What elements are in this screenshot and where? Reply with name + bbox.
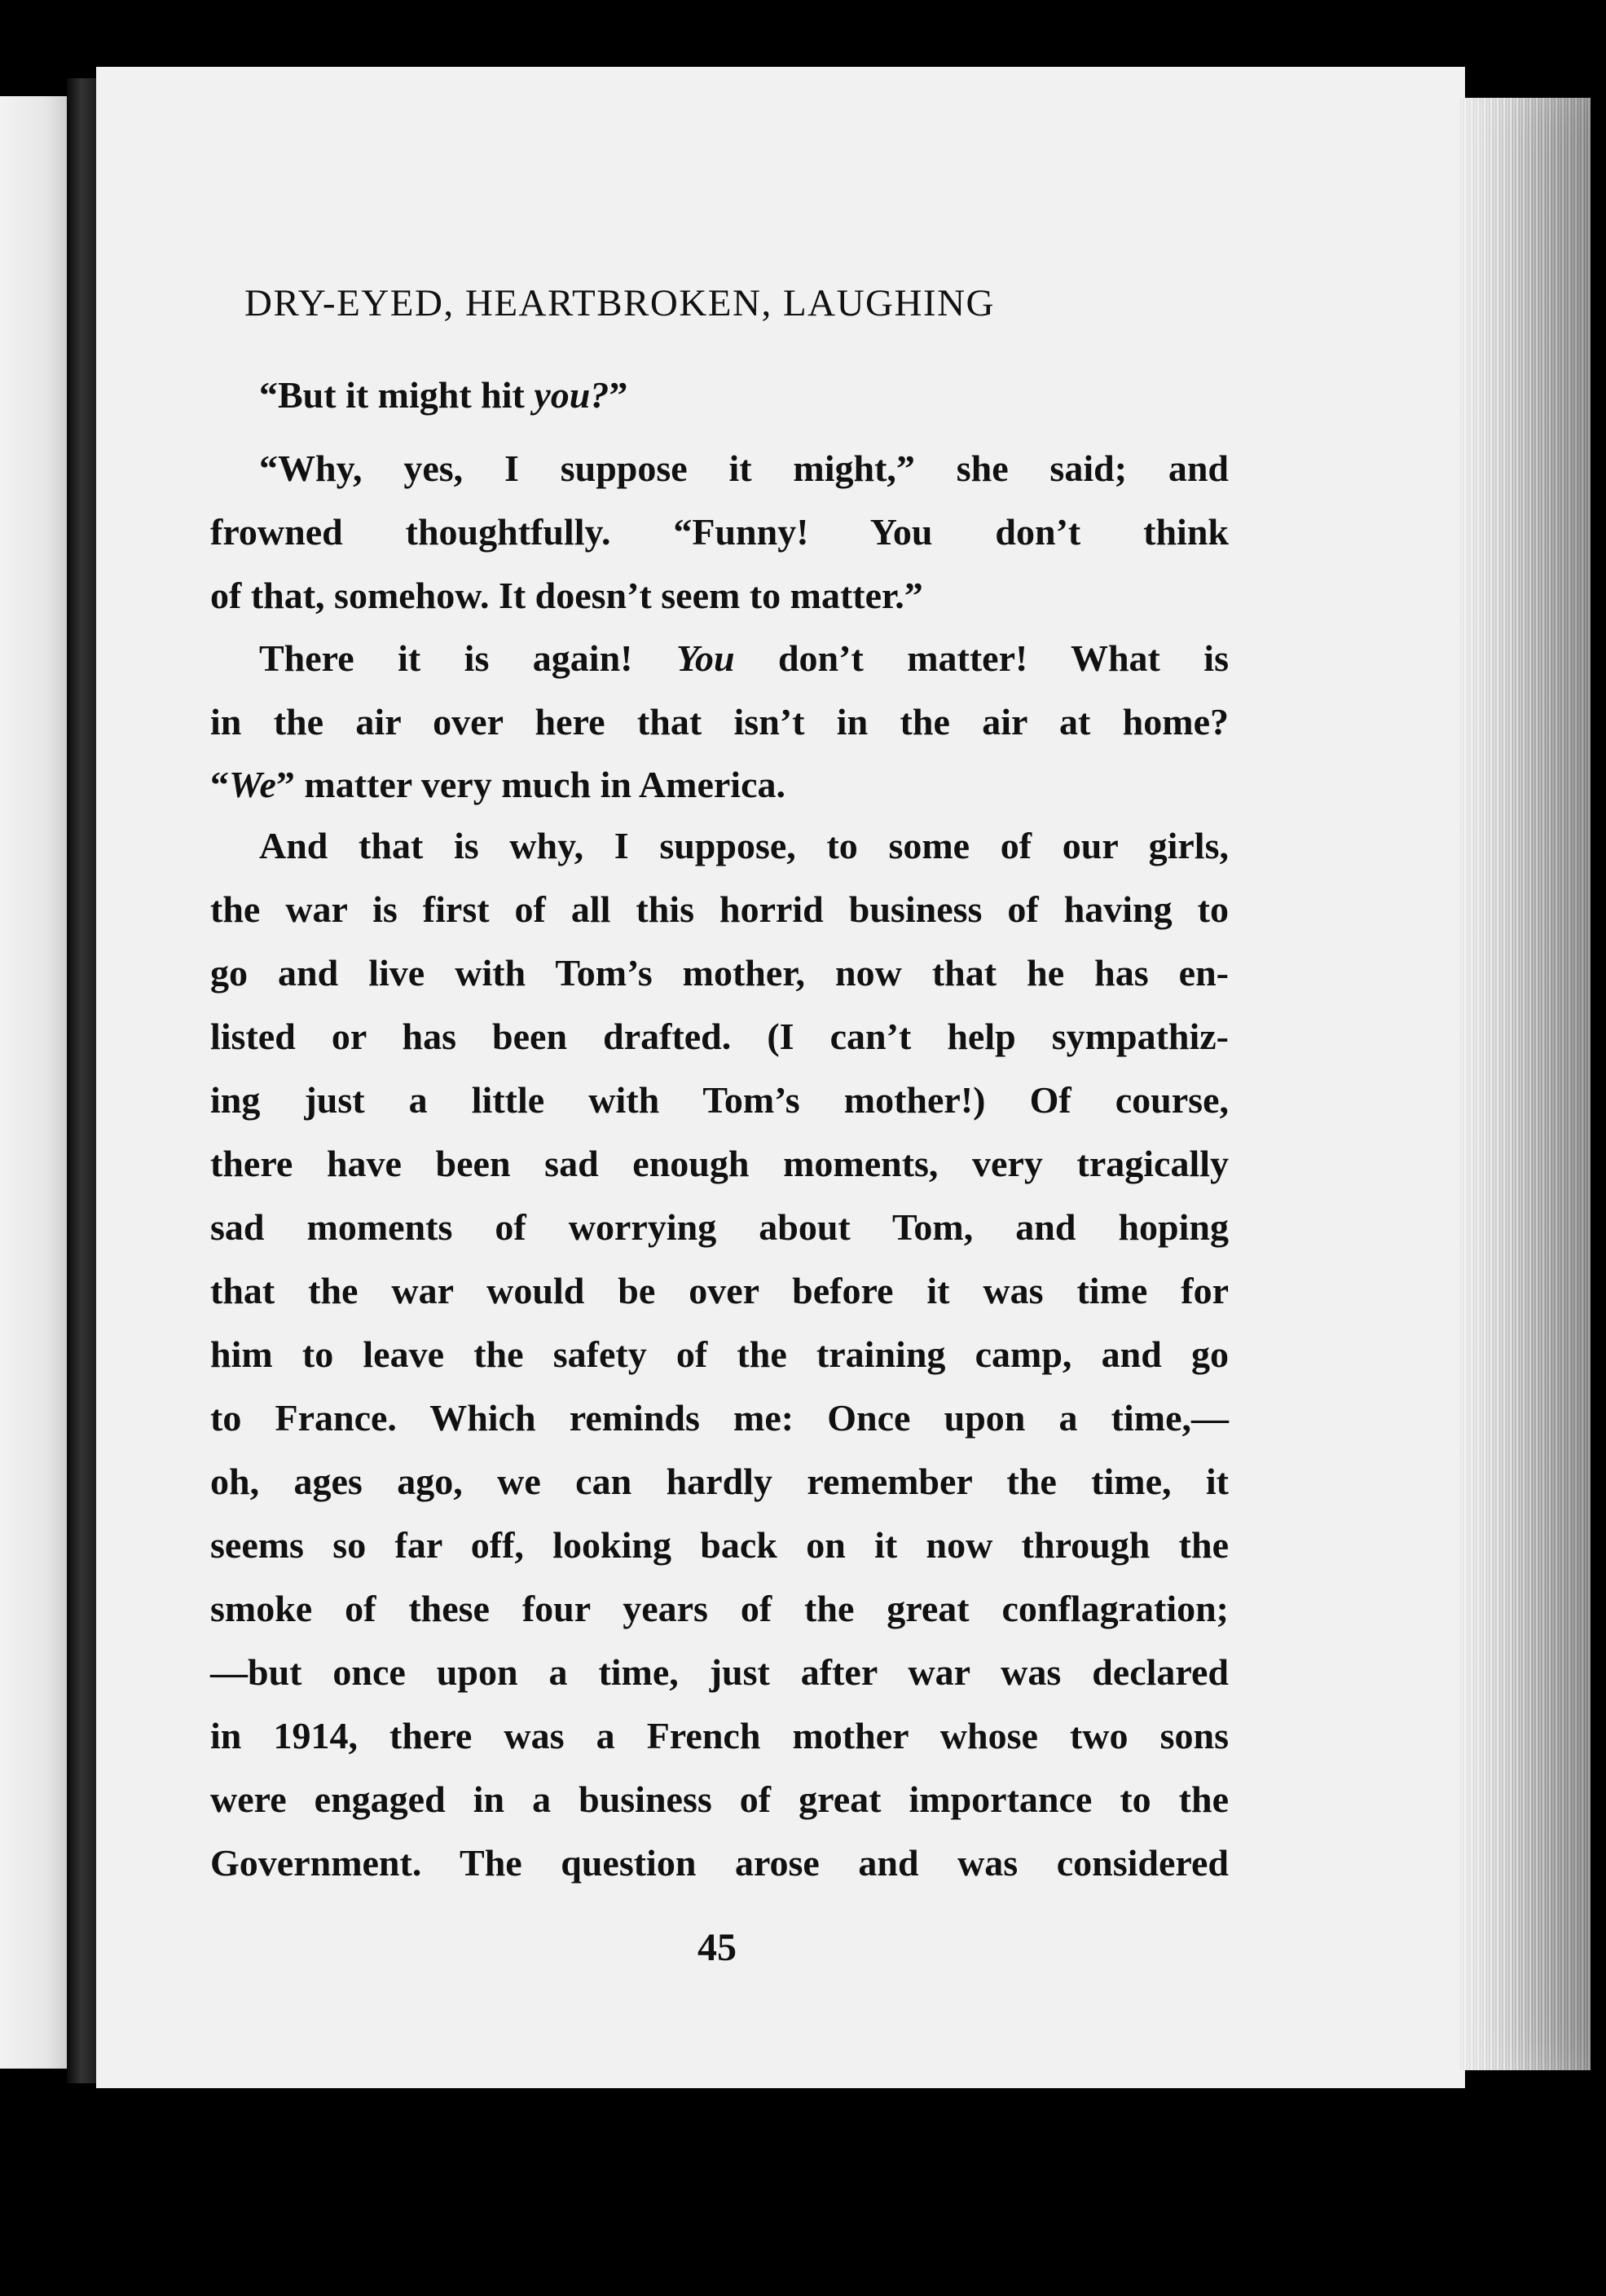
text-line: Government. The question arose and was considered	[210, 1842, 1229, 1884]
text-line: oh, ages ago, we can hardly remember the time, it	[210, 1461, 1229, 1502]
text-line: —but once upon a time, just after war was declared	[210, 1651, 1229, 1693]
text-line: listed or has been drafted. (I can’t help sympathiz-	[210, 1016, 1229, 1057]
text-line: him to leave the safety of the training camp, and go	[210, 1333, 1229, 1375]
page-number: 45	[697, 1926, 737, 1969]
text-line: that the war would be over before it was time for	[210, 1270, 1229, 1311]
text-line: ing just a little with Tom’s mother!) Of course,	[210, 1079, 1229, 1121]
text-line: sad moments of worrying about Tom, and hoping	[210, 1206, 1229, 1248]
text-line: frowned thoughtfully. “Funny! You don’t think	[210, 511, 1229, 553]
text-line: smoke of these four years of the great conflagration;	[210, 1588, 1229, 1629]
text-line: “But it might hit you?”	[259, 374, 628, 416]
text-line: And that is why, I suppose, to some of our girls,	[259, 825, 1229, 866]
text-line: go and live with Tom’s mother, now that he has en-	[210, 952, 1229, 994]
text-line: there have been sad enough moments, very tragically	[210, 1143, 1229, 1184]
book-gutter	[67, 78, 99, 2083]
text-line: in 1914, there was a French mother whose two sons	[210, 1715, 1229, 1756]
text-line: in the air over here that isn’t in the air at home?	[210, 701, 1229, 743]
text-line: to France. Which reminds me: Once upon a time,—	[210, 1397, 1229, 1439]
text-line: There it is again! You don’t matter! What is	[259, 637, 1229, 679]
text-line: “We” matter very much in America.	[210, 764, 785, 805]
facing-page-edge	[0, 96, 67, 2069]
text-line: of that, somehow. It doesn’t seem to matter.”	[210, 575, 923, 616]
page-stack-edge	[1460, 98, 1591, 2070]
text-line: seems so far off, looking back on it now through the	[210, 1524, 1229, 1566]
text-line: the war is first of all this horrid business of having to	[210, 888, 1229, 930]
text-line: “Why, yes, I suppose it might,” she said; and	[259, 447, 1229, 489]
running-head: DRY-EYED, HEARTBROKEN, LAUGHING	[244, 282, 995, 324]
text-line: were engaged in a business of great importance to the	[210, 1778, 1229, 1820]
